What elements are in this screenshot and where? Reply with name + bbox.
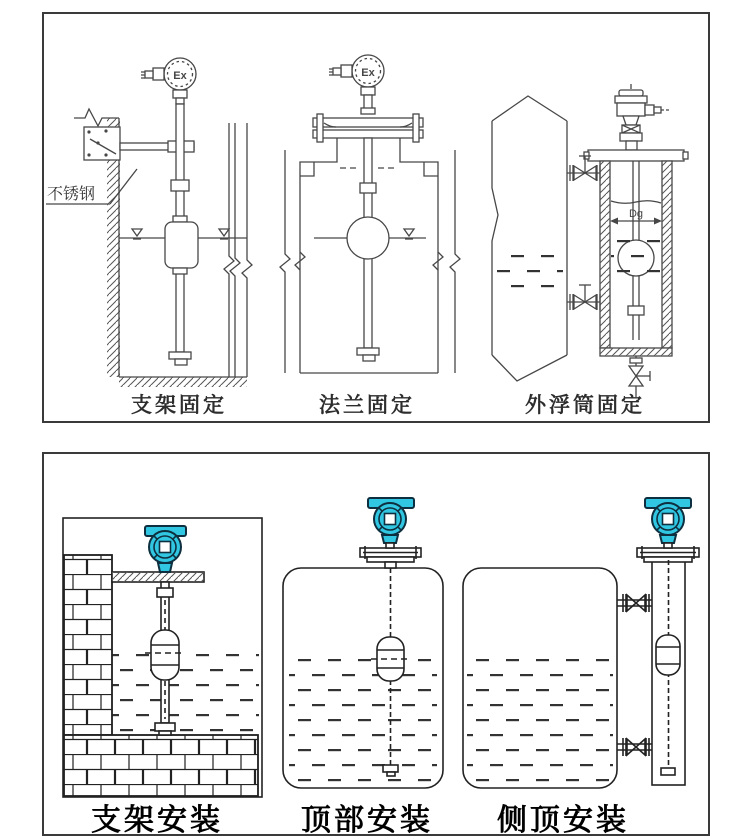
transmitter bbox=[145, 526, 186, 572]
transmitter bbox=[329, 55, 384, 114]
water bbox=[467, 657, 613, 783]
transmitter bbox=[615, 84, 670, 150]
caption-external-chamber-fixing: 外浮筒固定 bbox=[525, 394, 645, 417]
bracket-shelf bbox=[112, 572, 204, 582]
annotation-callout bbox=[46, 169, 137, 204]
dg-dimension bbox=[610, 208, 662, 225]
caption-flange-fixing: 法兰固定 bbox=[319, 394, 415, 417]
ex-label: Ex bbox=[361, 67, 375, 79]
figure-flange-fixing bbox=[284, 42, 469, 394]
dg-label: Dg bbox=[628, 208, 644, 220]
rod-end-stop bbox=[357, 348, 379, 361]
brick-floor bbox=[64, 735, 258, 796]
float bbox=[656, 635, 680, 675]
stainless-steel-label: 不锈钢 bbox=[47, 186, 96, 203]
upper-pipe-valve bbox=[617, 594, 652, 612]
float bbox=[151, 630, 179, 680]
figure-bracket-install bbox=[59, 514, 279, 804]
caption-bracket-fixing: 支架固定 bbox=[131, 394, 227, 417]
column-liquid bbox=[496, 248, 563, 300]
flange bbox=[360, 546, 421, 568]
water bbox=[112, 649, 259, 733]
transmitter bbox=[141, 58, 196, 104]
fixing-methods-panel bbox=[42, 12, 710, 423]
chamber-liquid bbox=[611, 240, 661, 284]
float bbox=[165, 216, 198, 274]
float bbox=[611, 240, 661, 284]
process-column bbox=[492, 96, 567, 381]
figure-bracket-fixing bbox=[46, 42, 281, 394]
ground bbox=[119, 377, 247, 387]
figure-external-chamber-fixing bbox=[480, 40, 710, 402]
tank-wall bbox=[224, 123, 252, 377]
lower-valve bbox=[567, 285, 600, 310]
caption-bracket-install: 支架安装 bbox=[91, 804, 223, 837]
figure-side-top-install bbox=[459, 489, 709, 801]
water bbox=[289, 657, 437, 783]
lower-pipe-valve bbox=[617, 738, 652, 756]
brick-wall bbox=[64, 555, 112, 735]
caption-top-install: 顶部安装 bbox=[301, 804, 433, 837]
float bbox=[347, 217, 389, 259]
ex-label: Ex bbox=[173, 70, 187, 82]
caption-side-top-install: 侧顶安装 bbox=[497, 804, 629, 837]
transmitter bbox=[645, 498, 691, 548]
transmitter bbox=[368, 498, 414, 548]
wall bbox=[74, 109, 120, 377]
installation-methods-panel bbox=[42, 452, 710, 836]
chamber-flange bbox=[584, 150, 688, 161]
